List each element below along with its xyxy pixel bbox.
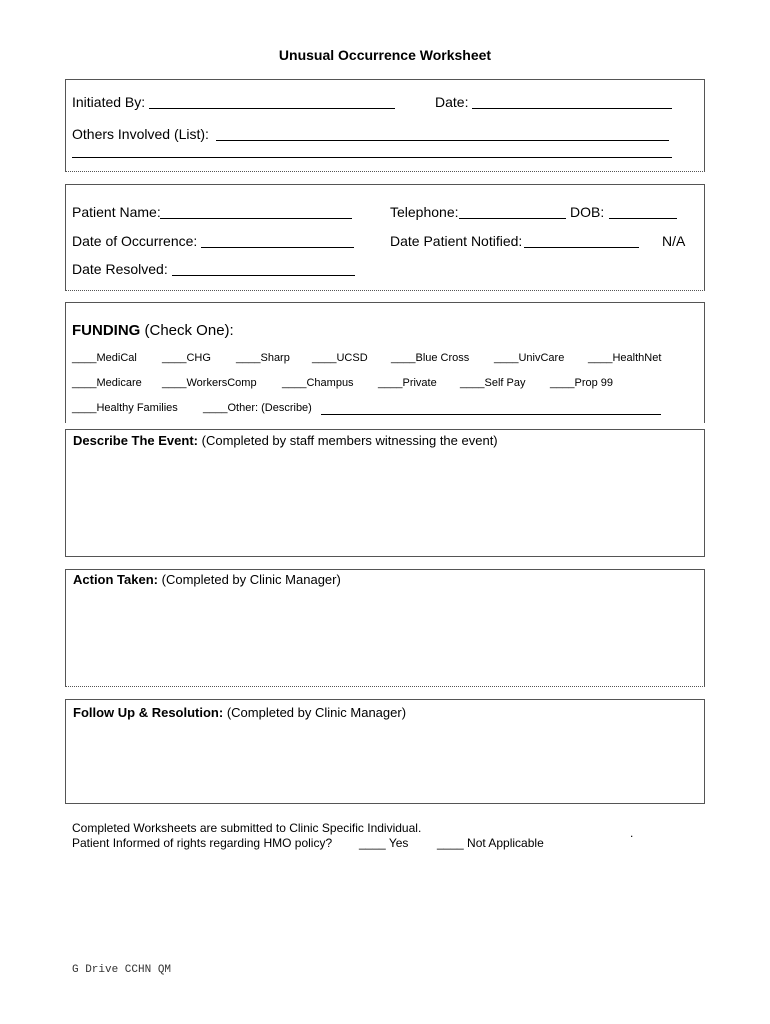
funding-option-label: CHG [186,352,211,364]
funding-option-medical[interactable] [72,352,137,364]
checkbox-blank: ____ [550,377,575,389]
patient-name-field[interactable] [160,218,352,219]
date-resolved-field[interactable] [172,275,355,276]
describe-event-heading [73,433,498,448]
funding-heading [72,322,234,339]
funding-option-label: UnivCare [518,352,565,364]
checkbox-blank: ____ [162,377,187,389]
funding-option-blue-cross[interactable] [391,352,469,364]
funding-option-healthnet[interactable] [588,352,661,364]
stray-dot: . [630,826,634,840]
date-of-occurrence-label: Date of Occurrence: [72,233,198,249]
describe-event-note: (Completed by staff members witnessing the event) [201,433,498,448]
hmo-not-applicable-option[interactable]: ____ Not Applicable [437,836,544,850]
patient-name-label: Patient Name: [72,204,161,220]
checkbox-blank: ____ [72,377,97,389]
describe-event-label: Describe The Event: [73,433,198,448]
funding-option-label: Other: (Describe) [227,402,312,414]
follow-up-heading [73,705,406,720]
checkbox-blank: ____ [72,352,97,364]
funding-option-label: Private [402,377,437,389]
dob-label: DOB: [570,204,605,220]
date-field[interactable] [472,108,672,109]
date-resolved-label: Date Resolved: [72,261,168,277]
funding-option-label: Sharp [260,352,290,364]
checkbox-blank: ____ [312,352,337,364]
checkbox-blank: ____ [460,377,485,389]
checkbox-blank: ____ [378,377,403,389]
funding-option-workerscomp[interactable] [162,377,257,389]
funding-option-champus[interactable] [282,377,354,389]
funding-option-chg[interactable] [162,352,211,364]
funding-option-univcare[interactable] [494,352,564,364]
funding-option-private[interactable] [378,377,437,389]
follow-up-label: Follow Up & Resolution: [73,705,224,720]
checkbox-blank: ____ [72,402,97,414]
funding-option-label: Prop 99 [574,377,614,389]
funding-option-prop-99[interactable] [550,377,613,389]
funding-option-label: UCSD [336,352,368,364]
na-label: N/A [662,233,686,249]
funding-option-self-pay[interactable] [460,377,525,389]
funding-option-label: Blue Cross [415,352,470,364]
others-involved-label: Others Involved (List): [72,126,209,142]
checkbox-blank: ____ [162,352,187,364]
funding-heading-note: (Check One): [144,322,234,339]
funding-option-sharp[interactable] [236,352,290,364]
funding-option-label: WorkersComp [186,377,257,389]
funding-option-label: Self Pay [484,377,526,389]
date-patient-notified-field[interactable] [524,247,639,248]
page-title: Unusual Occurrence Worksheet [278,47,492,63]
initiated-by-label: Initiated By: [72,94,146,110]
funding-option-ucsd[interactable] [312,352,368,364]
action-taken-label: Action Taken: [73,572,158,587]
action-taken-note: (Completed by Clinic Manager) [161,572,341,587]
funding-option-label: Healthy Families [96,402,178,414]
date-of-occurrence-field[interactable] [201,247,354,248]
initiated-by-field[interactable] [149,108,395,109]
describe-event-section[interactable] [65,429,705,557]
funding-heading-text: FUNDING [72,322,141,339]
telephone-label: Telephone: [390,204,459,220]
hmo-yes-option[interactable]: ____ Yes [359,836,409,850]
date-label: Date: [435,94,469,110]
checkbox-blank: ____ [588,352,613,364]
funding-option-label: HealthNet [612,352,662,364]
funding-option-other[interactable] [203,402,312,414]
funding-option-healthy-families[interactable] [72,402,178,414]
funding-option-medicare[interactable] [72,377,142,389]
checkbox-blank: ____ [282,377,307,389]
checkbox-blank: ____ [236,352,261,364]
action-taken-heading [73,572,341,587]
dob-field[interactable] [609,218,677,219]
checkbox-blank: ____ [203,402,228,414]
funding-option-label: Champus [306,377,354,389]
date-patient-notified-label: Date Patient Notified: [390,233,523,249]
checkbox-blank: ____ [391,352,416,364]
submission-note: Completed Worksheets are submitted to Clinic Specific Individual. [72,821,422,835]
follow-up-note: (Completed by Clinic Manager) [226,705,407,720]
others-involved-field-2[interactable] [72,157,672,158]
telephone-field[interactable] [459,218,566,219]
drive-path: G Drive CCHN QM [72,964,172,976]
funding-option-label: MediCal [96,352,137,364]
hmo-policy-question: Patient Informed of rights regarding HMO policy? [72,836,333,850]
funding-option-label: Medicare [96,377,142,389]
other-describe-field[interactable] [321,414,661,415]
checkbox-blank: ____ [494,352,519,364]
others-involved-field[interactable] [216,140,669,141]
